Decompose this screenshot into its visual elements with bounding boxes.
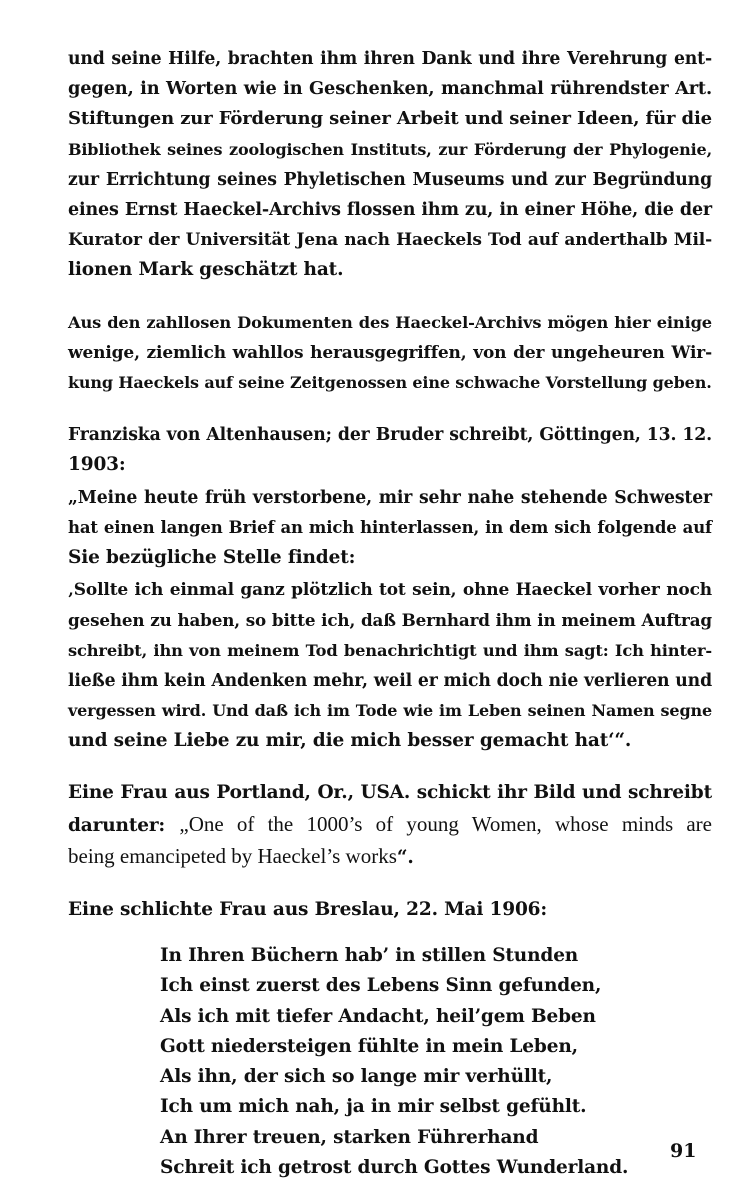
text-line: 1903: <box>68 454 126 476</box>
text-line: ‚Sollte ich einmal ganz plötzlich tot sein, ohne Haeckel vorher noch <box>68 580 712 601</box>
text-fragment: darunter: <box>68 814 180 836</box>
text-line: „Meine heute früh verstorbene, mir sehr nahe stehende Schwester <box>68 487 712 508</box>
english-quote: „One of the 1000’s of young Women, whose minds are <box>179 811 713 836</box>
poem-line: An Ihrer treuen, starken Führerhand <box>160 1126 539 1148</box>
paragraph-portland <box>68 778 712 873</box>
poem-line: Als ihn, der sich so lange mir verhüllt, <box>160 1066 553 1088</box>
text-line: Bibliothek seines zoologischen Instituts, zur Förderung der Phylogenie, <box>68 139 712 159</box>
paragraph-archive-documents <box>68 308 712 399</box>
text-line: vergessen wird. Und daß ich im Tode wie im Leben seinen Namen segne <box>68 701 712 721</box>
text-fragment: “. <box>396 846 414 868</box>
text-line: Franziska von Altenhausen; der Bruder schreibt, Göttingen, 13. 12. <box>68 425 712 446</box>
text-line: und seine Liebe zu mir, die mich besser gemacht hat‘“. <box>68 730 632 752</box>
text-line: und seine Hilfe, brachten ihm ihren Dank und ihre Verehrung ent- <box>68 49 712 69</box>
english-quote: being emancipeted by Haeckel’s works <box>68 843 397 868</box>
paragraph-breslau <box>68 895 712 925</box>
text-line: Sie bezügliche Stelle findet: <box>68 547 356 569</box>
text-line: zur Errichtung seines Phyletischen Museums und zur Begründung <box>68 169 712 190</box>
poem-line: Als ich mit tiefer Andacht, heil’gem Beben <box>160 1005 596 1027</box>
text-line: Aus den zahllosen Dokumenten des Haeckel-Archivs mögen hier einige <box>68 312 712 332</box>
text-line <box>68 809 712 841</box>
poem-line: Gott niedersteigen fühlte in mein Leben, <box>160 1035 578 1057</box>
paragraph-letter-quote <box>68 575 712 756</box>
page-number: 91 <box>670 1140 697 1162</box>
text-line: wenige, ziemlich wahllos herausgegriffen, von der ungeheuren Wir- <box>68 342 712 363</box>
book-page <box>68 44 712 1183</box>
text-line: Stiftungen zur Förderung seiner Arbeit und seiner Ideen, für die <box>68 108 712 130</box>
poem-line: Ich einst zuerst des Lebens Sinn gefunden, <box>160 975 602 997</box>
poem-line: In Ihren Büchern hab’ in stillen Stunden <box>160 945 579 967</box>
text-line: Eine schlichte Frau aus Breslau, 22. Mai 1906: <box>68 899 548 921</box>
paragraph-altenhausen-heading <box>68 420 712 480</box>
text-line: gesehen zu haben, so bitte ich, daß Bernhard ihm in meinem Auftrag <box>68 610 712 631</box>
poem-line: Ich um mich nah, ja in mir selbst gefühlt. <box>160 1096 587 1118</box>
text-line <box>68 841 712 873</box>
paragraph-donations <box>68 44 712 286</box>
paragraph-letter-intro <box>68 483 712 574</box>
text-line: ließe ihm kein Andenken mehr, weil er mich doch nie verlieren und <box>68 670 712 691</box>
text-line: Eine Frau aus Portland, Or., USA. schickt ihr Bild und schreibt <box>68 782 712 804</box>
poem <box>160 941 712 1183</box>
poem-line: Schreit ich getrost durch Gottes Wunderland. <box>160 1156 629 1178</box>
text-line: Kurator der Universität Jena nach Haeckels Tod auf anderthalb Mil- <box>68 230 712 251</box>
text-line: eines Ernst Haeckel-Archivs flossen ihm zu, in einer Höhe, die der <box>68 200 712 221</box>
text-line: schreibt, ihn von meinem Tod benachrichtigt und ihm sagt: Ich hinter- <box>68 640 712 660</box>
text-line: lionen Mark geschätzt hat. <box>68 259 344 281</box>
text-line: hat einen langen Brief an mich hinterlassen, in dem sich folgende auf <box>68 517 712 537</box>
text-line: kung Haeckels auf seine Zeitgenossen eine schwache Vorstellung geben. <box>68 373 712 393</box>
text-line: gegen, in Worten wie in Geschenken, manchmal rührendster Art. <box>68 78 712 100</box>
